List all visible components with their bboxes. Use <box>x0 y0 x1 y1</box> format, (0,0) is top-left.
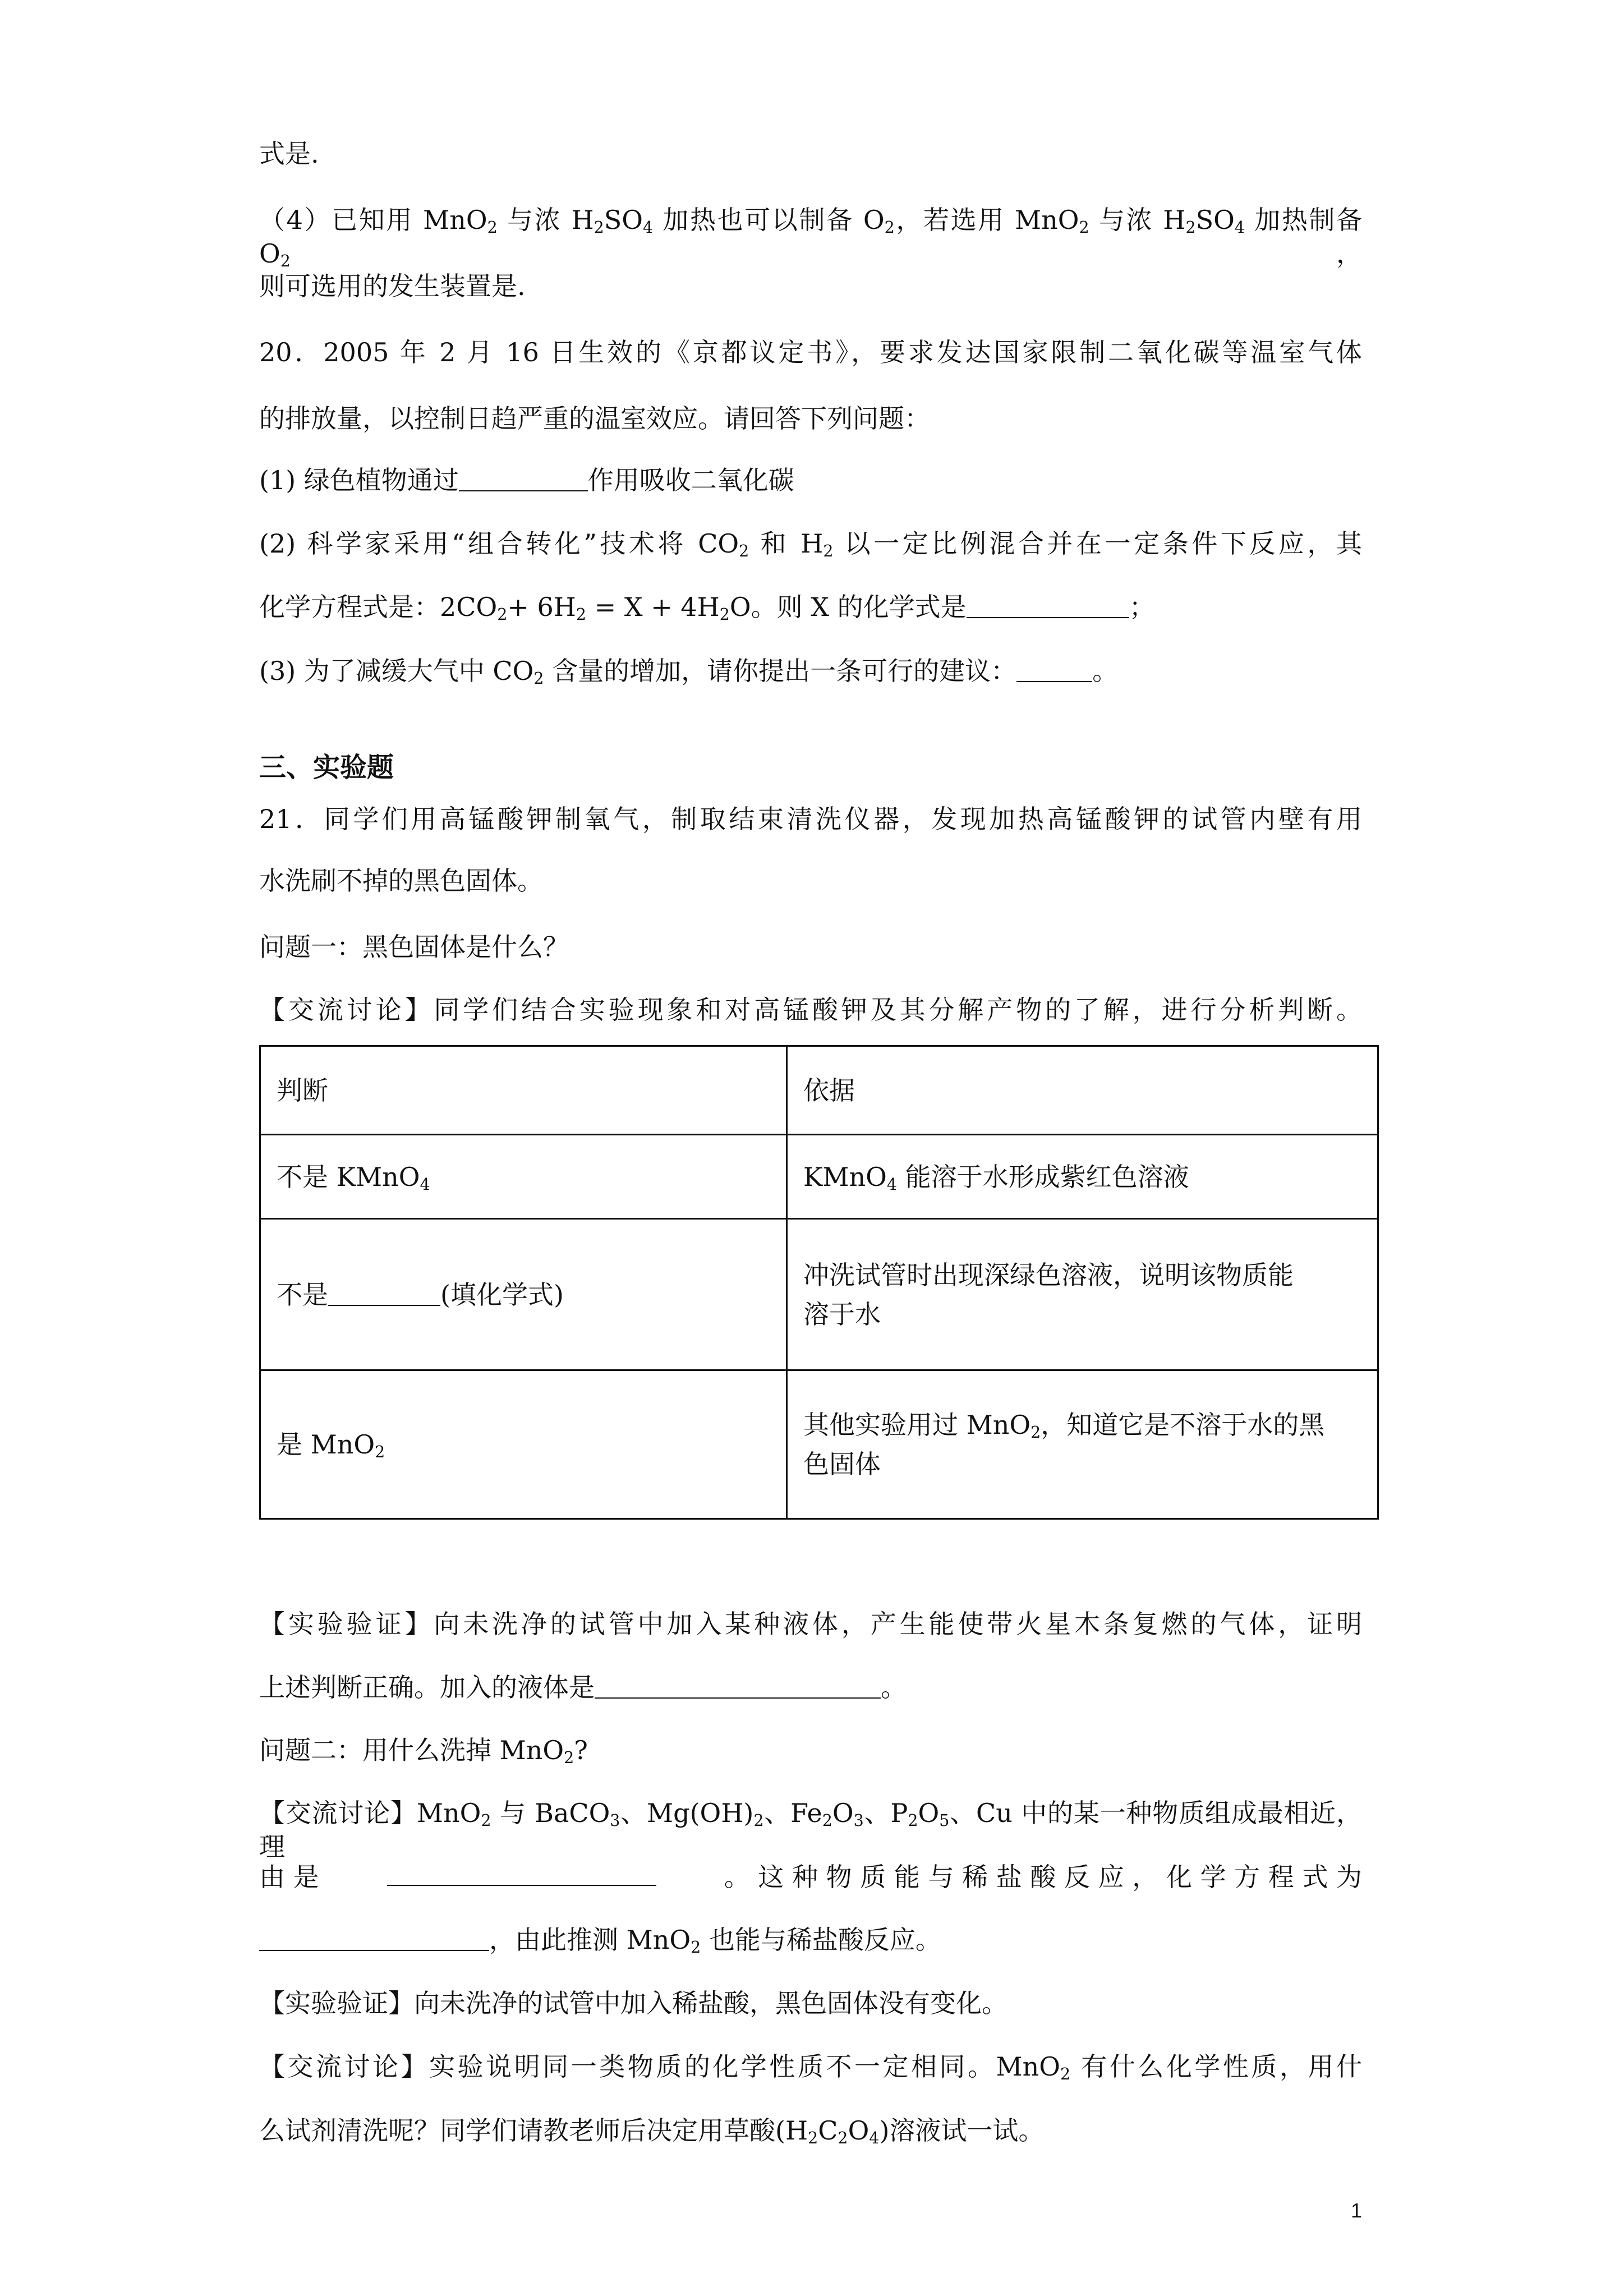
answer-blank[interactable] <box>328 1280 440 1306</box>
answer-blank[interactable] <box>967 592 1129 618</box>
answer-blank[interactable] <box>595 1673 881 1699</box>
table-cell: 冲洗试管时出现深绿色溶液，说明该物质能 溶于水 <box>787 1219 1378 1370</box>
question-20-part-2: (2) 科学家采用“组合转化”技术将 $CO_2$ 和 $H_2$ 以一定比例混合并在一定条件下反应，其 <box>259 528 1363 561</box>
answer-blank[interactable] <box>459 466 588 491</box>
question-20-part-1: (1) 绿色植物通过 作用吸收二氧化碳 <box>259 465 794 495</box>
question-20-part-2: 化学方程式是：$2CO_2+ 6H_2 = X + 4H_2O$。则 X 的化学式是 ； <box>259 592 1155 624</box>
text-line: 【实验验证】向未洗净的试管中加入某种液体，产生能使带火星木条复燃的气体，证明 <box>259 1609 1362 1639</box>
judgement-table <box>259 1045 1379 1520</box>
text-line: 问题二：用什么洗掉 MnO$_2$? <box>259 1735 588 1768</box>
text-line: 则可选用的发生装置是. <box>259 271 526 301</box>
text-line: ，由此推测 MnO$_2$ 也能与稀盐酸反应。 <box>259 1923 941 1957</box>
table-cell: 其他实验用过 MnO$_2$，知道它是不溶于水的黑 色固体 <box>787 1370 1378 1519</box>
answer-blank[interactable] <box>1016 656 1092 682</box>
table-cell: 不是 KMnO$_4$ <box>260 1135 787 1219</box>
table-row <box>260 1135 1378 1219</box>
question-20-line: 20．2005 年 2 月 16 日生效的《京都议定书》，要求发达国家限制二氧化碳等温室气体 <box>259 337 1362 367</box>
question-20-line: 的排放量，以控制日趋严重的温室效应。请回答下列问题： <box>259 403 930 434</box>
text-line: 【实验验证】向未洗净的试管中加入稀盐酸，黑色固体没有变化。 <box>259 1988 1007 2018</box>
table-row <box>260 1370 1378 1519</box>
table-row <box>260 1219 1378 1370</box>
text-line: 由 是 。 这 种 物 质 能 与 稀 盐 酸 反 应 ， 化 学 方 程 式 为 <box>259 1860 1362 1894</box>
answer-blank[interactable] <box>387 1860 656 1886</box>
table-cell: KMnO$_4$ 能溶于水形成紫红色溶液 <box>787 1135 1378 1219</box>
table-header-cell: 依据 <box>787 1046 1378 1135</box>
question-20-part-3: (3) 为了减缓大气中 $CO_2$ 含量的增加，请你提出一条可行的建议： 。 <box>259 656 1119 688</box>
question-21-line: 21．同学们用高锰酸钾制氧气，制取结束清洗仪器，发现加热高锰酸钾的试管内壁有用 <box>259 804 1362 834</box>
answer-blank[interactable] <box>259 1925 489 1951</box>
text-line: 【交流讨论】MnO$_2$ 与 BaCO$_3$、$Mg(OH)_2$、$Fe_2O_3$、$P_2O_5$、Cu 中的某一种物质组成最相近，理 <box>259 1798 1362 1862</box>
text-line: 么试剂清洗呢？同学们请教老师后决定用草酸$(H_2C_2O_4)$溶液试一试。 <box>259 2115 1045 2148</box>
text-line: 问题一：黑色固体是什么？ <box>259 932 569 962</box>
text-line: （4）已知用 MnO$_2$ 与浓 $H_2SO_4$ 加热也可以制备 $O_2$，若选用 MnO$_2$ 与浓 $H_2SO_4$ 加热制备 $O_2$， <box>259 205 1363 271</box>
text-line: 【交流讨论】同学们结合实验现象和对高锰酸钾及其分解产物的了解，进行分析判断。 <box>259 995 1362 1025</box>
text-line: 上述判断正确。加入的液体是 。 <box>259 1672 907 1703</box>
question-21-line: 水洗刷不掉的黑色固体。 <box>259 866 543 896</box>
table-cell: 不是 (填化学式) <box>260 1219 787 1370</box>
page-number: 1 <box>1351 2199 1363 2222</box>
table-header-cell: 判断 <box>260 1046 787 1135</box>
table-row <box>260 1046 1378 1135</box>
table-cell: 是 MnO$_2$ <box>260 1370 787 1519</box>
section-heading: 三、实验题 <box>259 752 394 783</box>
text-line: 式是. <box>259 139 319 169</box>
text-line: 【交流讨论】实验说明同一类物质的化学性质不一定相同。MnO$_2$ 有什么化学性质，用什 <box>259 2051 1362 2084</box>
